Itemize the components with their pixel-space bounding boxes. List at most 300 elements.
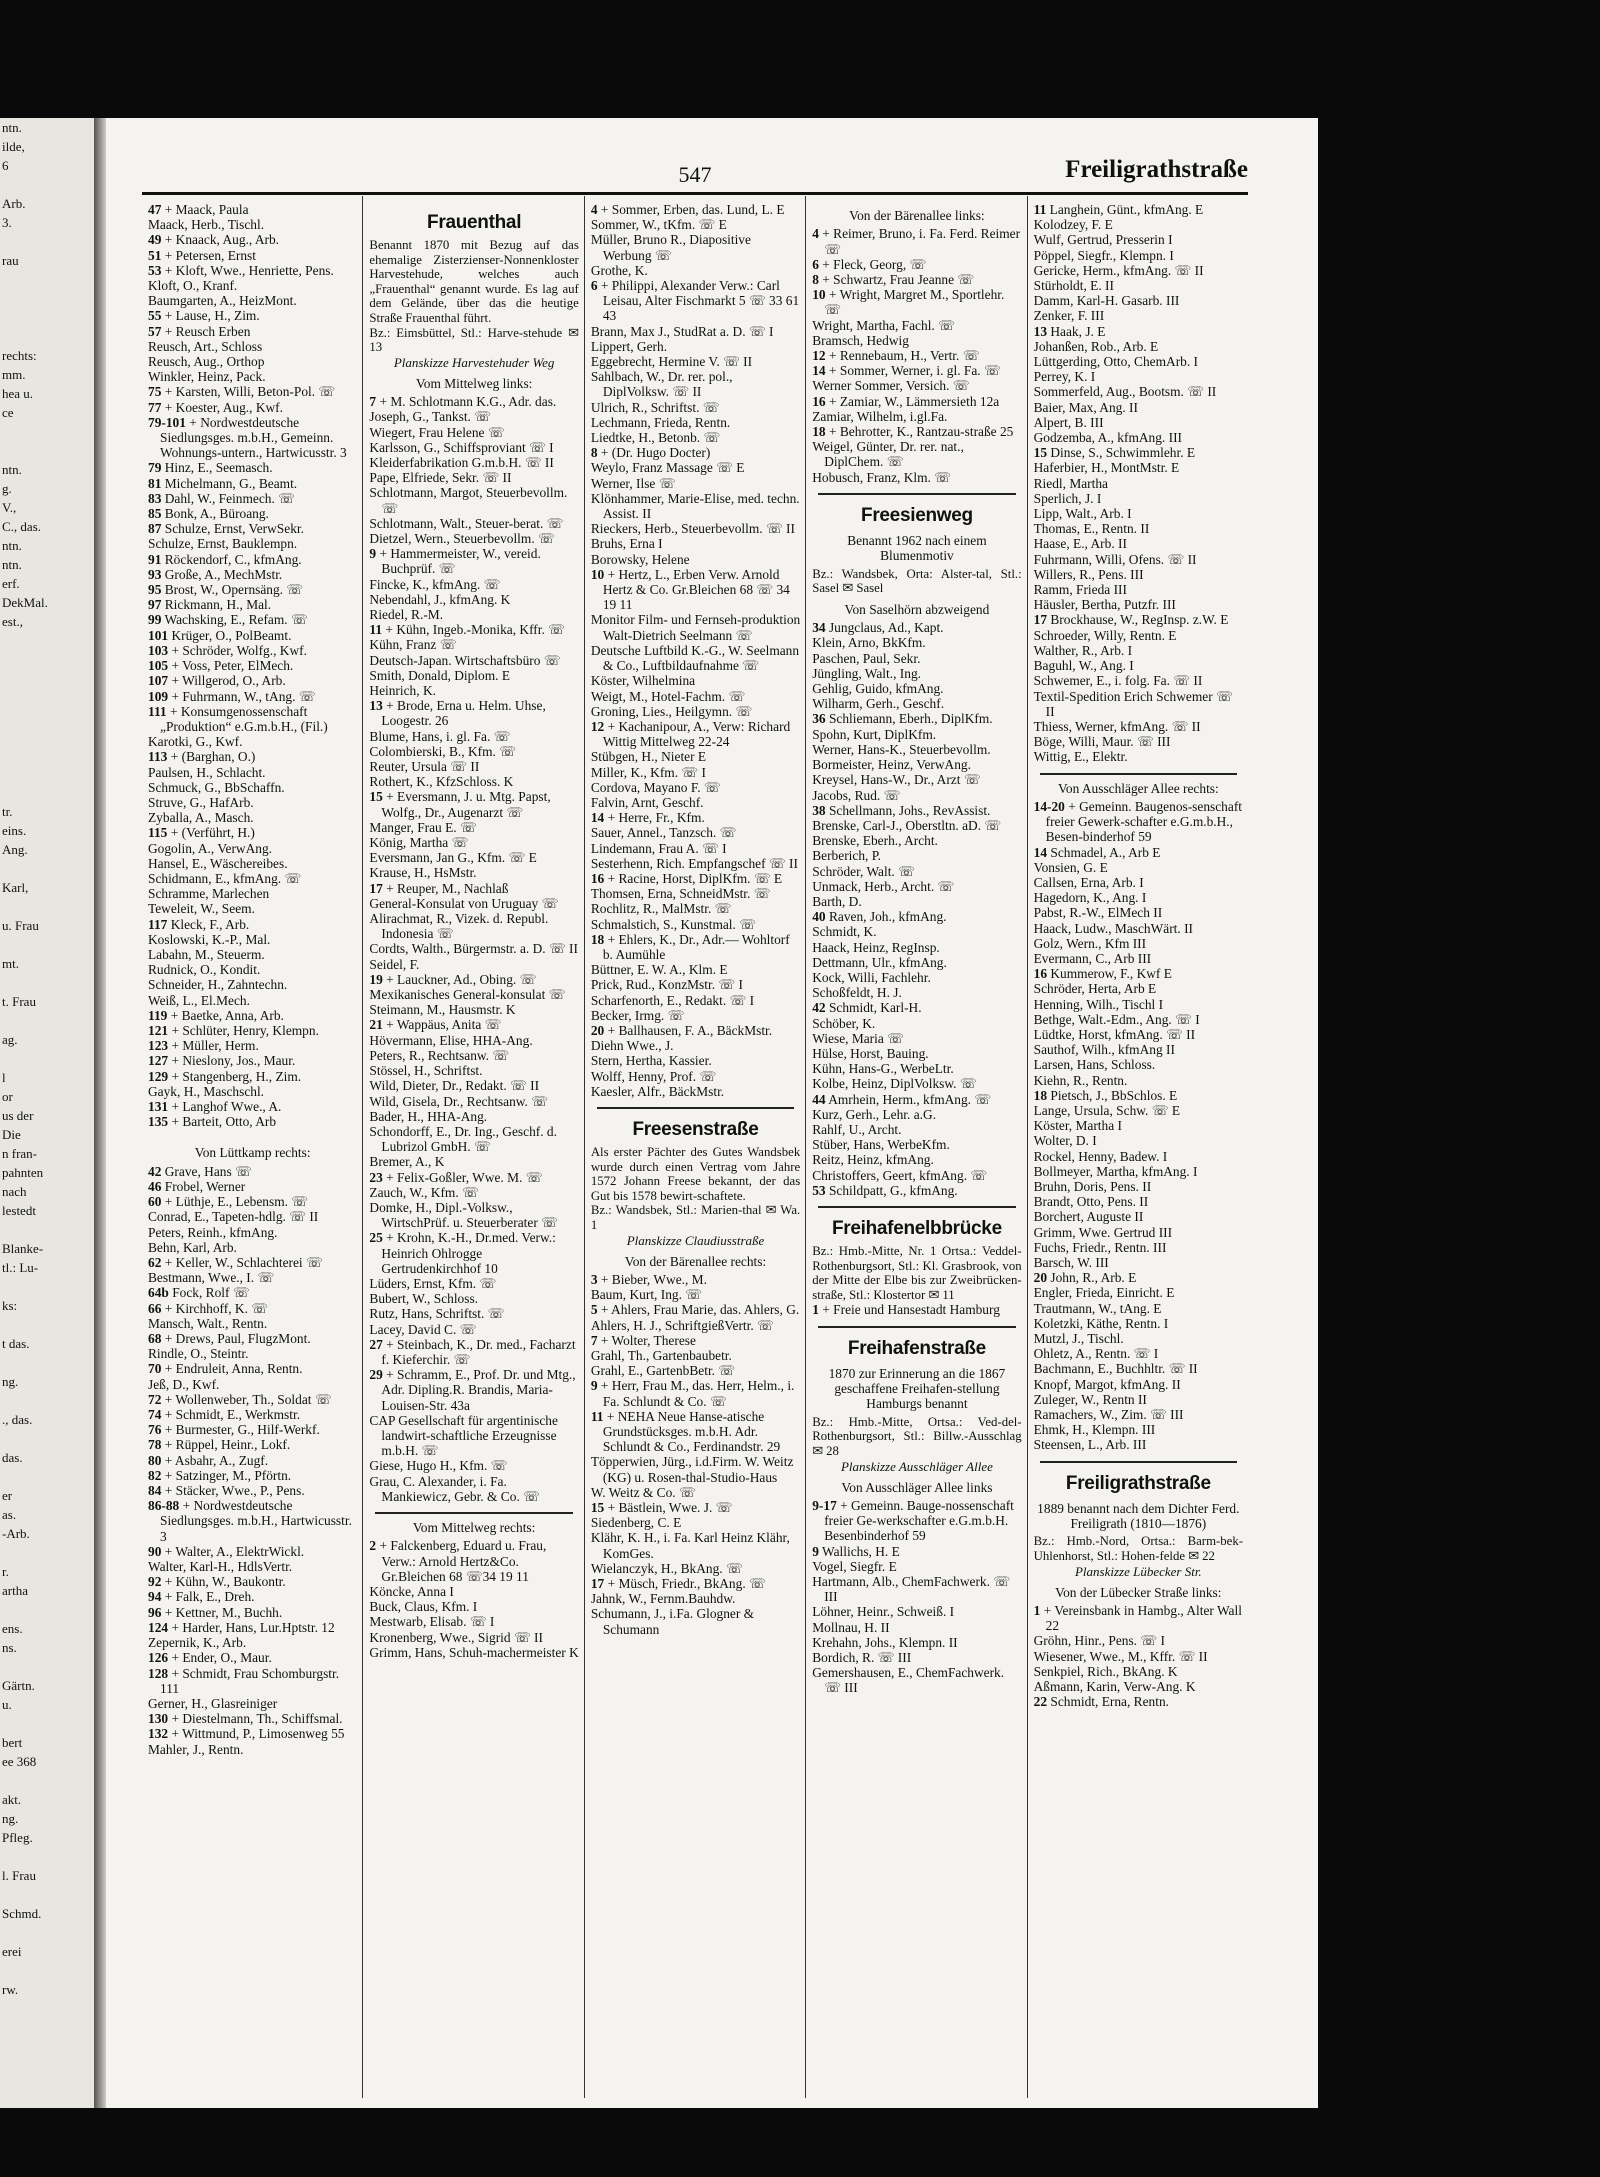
entry-text: Dinse, S., Schwimmlehr. E <box>1050 445 1196 461</box>
entry-text: Mollnau, H. II <box>812 1619 890 1635</box>
house-number: 75 <box>148 384 162 400</box>
house-number: 44 <box>812 1091 826 1107</box>
entry-text: Giese, Hugo H., Kfm. ☏ <box>369 1458 508 1474</box>
directory-entry <box>369 729 578 744</box>
entry-text: Baguhl, W., Ang. I <box>1033 658 1134 674</box>
entry-text: Johanßen, Rob., Arb. E <box>1033 338 1159 354</box>
directory-entry <box>148 354 357 369</box>
house-number: 72 <box>148 1391 162 1407</box>
house-number: 10 <box>812 287 826 303</box>
house-number: 36 <box>812 711 826 727</box>
entry-text: Winkler, Heinz, Pack. <box>148 369 266 385</box>
entry-text: Stürholdt, E. II <box>1033 278 1114 294</box>
entry-text: Kühn, Hans-G., WerbeLtr. <box>812 1061 954 1077</box>
directory-entry <box>1034 1633 1243 1648</box>
entry-text: + Sommer, Erben, das. Lund, L. E <box>600 202 785 217</box>
left-page-fragment: as. <box>2 1507 17 1522</box>
house-number: 4 <box>812 226 819 242</box>
entry-text: König, Martha ☏ <box>369 835 469 851</box>
entry-text: Teweleit, W., Seem. <box>148 901 255 917</box>
directory-entry <box>591 217 800 232</box>
entry-text: Böge, Willi, Maur. ☏ III <box>1033 734 1171 750</box>
entry-text: Lippert, Gerh. <box>590 338 668 354</box>
entry-text: Wilharm, Gerh., Geschf. <box>812 696 945 712</box>
entry-text: Bruhn, Doris, Pens. II <box>1033 1179 1152 1194</box>
directory-entry <box>812 620 1021 635</box>
entry-text: Rieckers, Herb., Steuerbevollm. ☏ II <box>590 521 795 537</box>
left-page-fragment <box>0 1885 94 1904</box>
entry-text: + Asbahr, A., Zugf. <box>164 1452 269 1468</box>
left-page-fragment <box>0 1220 94 1239</box>
entry-text: Haferbier, H., MontMstr. E <box>1033 460 1180 476</box>
directory-entry <box>591 415 800 430</box>
left-page-fragment: hea u. <box>2 386 34 401</box>
directory-entry <box>591 612 800 642</box>
left-page-fragment <box>0 688 94 707</box>
directory-entry <box>148 1255 357 1270</box>
spacer <box>148 1129 357 1139</box>
plan-sketch-note: Planskizze Harvestehuder Weg <box>393 354 555 370</box>
directory-entry <box>1034 1407 1243 1422</box>
house-number: 8 <box>812 272 819 288</box>
entry-text: Fincke, K., kfmAng. ☏ <box>369 576 501 592</box>
directory-entry <box>1034 643 1243 658</box>
house-number: 92 <box>148 1574 162 1590</box>
entry-text: Kronenberg, Wwe., Sigrid ☏ II <box>369 1629 543 1645</box>
directory-entry <box>148 1726 357 1741</box>
directory-entry <box>148 1285 357 1300</box>
directory-entry <box>148 293 357 308</box>
street-note: Bz.: Wandsbek, Stl.: Marien-thal ✉ Wa. 1 <box>590 1203 801 1232</box>
directory-entry <box>369 1063 578 1078</box>
directory-entry <box>591 886 800 901</box>
entry-text: Blume, Hans, i. gl. Fa. ☏ <box>369 728 511 744</box>
directory-entry <box>148 689 357 704</box>
entry-text: Evermann, C., Arb III <box>1033 950 1152 966</box>
entry-text: + Müller, Herm. <box>171 1038 259 1054</box>
entry-text: Ahlers, H. J., SchriftgießVertr. ☏ <box>590 1317 774 1333</box>
entry-text: Amrhein, Herm., kfmAng. ☏ <box>828 1091 992 1107</box>
house-number: 96 <box>148 1604 162 1620</box>
directory-entry <box>812 333 1021 348</box>
house-number: 34 <box>812 620 826 636</box>
house-number: 9 <box>812 1543 819 1559</box>
directory-entry <box>1034 1240 1243 1255</box>
entry-text: Godzemba, A., kfmAng. III <box>1033 430 1183 446</box>
directory-entry <box>812 1016 1021 1031</box>
entry-text: + M. Schlotmann K.G., Adr. das. <box>379 394 557 410</box>
left-page-fragment: l. Frau <box>2 1868 36 1883</box>
entry-text: + Philippi, Alexander Verw.: Carl Leisau, Alter Fischmarkt 5 ☏ 33 61 43 <box>600 278 800 324</box>
directory-entry <box>148 658 357 673</box>
entry-text: Pöppel, Siegfr., Klempn. I <box>1033 247 1174 263</box>
entry-text: Monitor Film- und Fernseh-produktion Walt-Dietrich Seelmann ☏ <box>590 612 801 643</box>
entry-text: Rochlitz, R., MalMstr. ☏ <box>590 901 732 917</box>
directory-entry <box>148 1209 357 1224</box>
directory-entry <box>591 339 800 354</box>
entry-text: Zauch, W., Kfm. ☏ <box>369 1184 479 1200</box>
directory-entry <box>591 765 800 780</box>
entry-text: Brann, Max J., StudRat a. D. ☏ I <box>590 323 774 339</box>
entry-text: Brost, W., Opernsäng. ☏ <box>164 582 304 598</box>
directory-entry <box>1034 1012 1243 1027</box>
directory-entry <box>369 1538 578 1584</box>
directory-entry <box>1034 1694 1243 1709</box>
entry-text: W. Weitz & Co. ☏ <box>590 1484 696 1500</box>
entry-text: + Knaack, Aug., Arb. <box>164 232 280 248</box>
house-number: 77 <box>148 399 162 415</box>
house-number: 49 <box>148 232 162 248</box>
entry-text: + Reusch Erben <box>164 323 251 339</box>
directory-entry <box>812 287 1021 317</box>
left-page-fragment <box>0 1714 94 1733</box>
entry-text: Grahl, E., GartenbBetr. ☏ <box>590 1363 736 1379</box>
entry-text: Grothe, K. <box>590 262 648 278</box>
entry-text: Ehmk, H., Klempn. III <box>1033 1422 1156 1438</box>
directory-entry <box>591 1363 800 1378</box>
house-number: 27 <box>369 1336 383 1352</box>
directory-entry <box>591 1023 800 1038</box>
house-number: 18 <box>590 931 605 947</box>
left-page-fragment <box>0 631 94 650</box>
entry-text: + Gemeinn. Baugenos-senschaft freier Gewerk-schafter e.G.m.b.H., Besen-binderhof 59 <box>1045 798 1243 845</box>
directory-entry <box>812 470 1021 485</box>
entry-text: Brockhause, W., RegInsp. z.W. E <box>1050 612 1229 628</box>
directory-entry <box>591 841 800 856</box>
directory-entry <box>148 263 357 278</box>
directory-entry <box>148 612 357 627</box>
left-page-fragment: ntn. <box>2 557 22 572</box>
entry-text: Brenske, Eberh., Archt. <box>812 833 938 849</box>
street-note: Bz.: Hmb.-Nord, Ortsa.: Barm-bek-Uhlenhorst, Stl.: Hohen-felde ✉ 22 <box>1033 1534 1244 1564</box>
entry-text: + Herre, Fr., Kfm. <box>607 810 705 826</box>
directory-entry <box>812 1076 1021 1091</box>
directory-entry <box>1034 217 1243 232</box>
directory-entry <box>1034 689 1243 719</box>
directory-entry <box>369 865 578 880</box>
directory-entry <box>369 1185 578 1200</box>
directory-entry <box>1034 521 1243 536</box>
entry-text: Köster, Martha I <box>1033 1118 1122 1134</box>
street-heading: Freihafenstraße <box>847 1337 986 1359</box>
house-number: 97 <box>148 597 162 613</box>
entry-text: Thomsen, Erna, SchneidMstr. ☏ <box>590 886 771 902</box>
house-number: 4 <box>590 202 598 217</box>
house-number: 113 <box>148 749 168 765</box>
directory-entry <box>812 1152 1021 1167</box>
directory-entry <box>369 394 578 409</box>
house-number: 117 <box>148 916 168 932</box>
entry-text: Schumann, J., i.Fa. Glogner & Schumann <box>590 1606 755 1637</box>
directory-entry <box>369 607 578 622</box>
house-number: 127 <box>148 1053 169 1069</box>
street-note: Bz.: Wandsbek, Orta: Alster-tal, Stl.: Sasel ✉ Sasel <box>812 566 1022 596</box>
directory-entry <box>812 818 1021 833</box>
house-number: 123 <box>148 1038 169 1054</box>
entry-text: Gerner, H., Glasreiniger <box>148 1695 278 1711</box>
entry-text: Gröhn, Hinr., Pens. ☏ I <box>1033 1633 1165 1649</box>
directory-entry <box>369 668 578 683</box>
entry-text: + Karsten, Willi, Beton-Pol. ☏ <box>164 384 336 400</box>
left-page-fragment <box>0 897 94 916</box>
directory-entry <box>591 202 800 217</box>
left-page-fragment <box>0 270 94 289</box>
section-subheading: 1870 zur Erinnerung an die 1867 geschaffene Freihafen-stellung Hamburgs benannt <box>828 1365 1006 1412</box>
directory-entry <box>1034 628 1243 643</box>
directory-entry <box>369 698 578 728</box>
directory-entry <box>1034 1118 1243 1133</box>
directory-entry <box>812 803 1021 818</box>
directory-entry <box>591 1038 800 1053</box>
left-page-fragment: mt. <box>2 956 19 971</box>
entry-text: + Eversmann, J. u. Mtg. Papst, Wolfg., Dr., Augenarzt ☏ <box>381 789 551 820</box>
entry-text: Schwemer, E., i. folg. Fa. ☏ II <box>1033 673 1203 689</box>
directory-entry <box>1034 567 1243 582</box>
directory-entry <box>148 1574 357 1589</box>
directory-entry <box>812 394 1021 409</box>
directory-entry <box>812 681 1021 696</box>
directory-entry <box>812 1107 1021 1122</box>
directory-entry <box>369 972 578 987</box>
left-page-fragment: us der <box>2 1108 34 1123</box>
directory-entry <box>591 689 800 704</box>
page-header <box>142 148 1248 195</box>
entry-text: Pietsch, J., BbSchlos. E <box>1050 1087 1178 1103</box>
entry-text: Hülse, Horst, Bauing. <box>812 1045 929 1061</box>
entry-text: Steimann, M., Hausmstr. K <box>369 1002 516 1018</box>
entry-text: Labahn, M., Steuerm. <box>148 946 265 962</box>
house-number: 7 <box>590 1332 598 1348</box>
house-number: 53 <box>812 1182 826 1198</box>
entry-text: + Reimer, Bruno, i. Fa. Ferd. Reimer ☏ <box>822 226 1021 257</box>
house-number: 80 <box>148 1452 162 1468</box>
directory-entry <box>369 485 578 515</box>
entry-text: Haack, Ludw., MaschWärt. II <box>1033 920 1194 936</box>
entry-text: + Schramm, E., Prof. Dr. und Mtg., Adr. Dipling.R. Brandis, Maria-Louisen-Str. 43a <box>381 1367 576 1413</box>
entry-text: Kaesler, Alfr., BäckMstr. <box>590 1083 725 1099</box>
directory-entry <box>812 651 1021 666</box>
entry-text: Grimm, Wwe. Gertrud III <box>1033 1224 1173 1240</box>
house-number: 20 <box>1033 1270 1048 1286</box>
house-number: 14 <box>590 810 605 826</box>
directory-entry <box>1034 445 1243 460</box>
house-number: 95 <box>148 582 162 598</box>
entry-text: Wolter, D. I <box>1033 1133 1097 1149</box>
entry-text: + Lause, H., Zim. <box>164 308 260 324</box>
directory-entry <box>812 788 1021 803</box>
entry-text: + Nieslony, Jos., Maur. <box>171 1053 296 1069</box>
left-page-fragment: u. Frau <box>2 918 39 933</box>
house-number: 20 <box>590 1022 605 1038</box>
entry-text: Schliemann, Eberh., DiplKfm. <box>828 711 993 727</box>
entry-text: Riedl, Martha <box>1033 475 1108 491</box>
section-subheading: Vom Mittelweg rechts: <box>412 1519 536 1535</box>
entry-text: Wallichs, H. E <box>822 1543 900 1559</box>
entry-text: + Fuhrmann, W., tAng. ☏ <box>171 688 316 704</box>
house-number: 68 <box>148 1331 162 1347</box>
directory-entry <box>1034 1603 1243 1633</box>
entry-text: + Diestelmann, Th., Schiffsmal. <box>171 1711 343 1727</box>
house-number: 21 <box>369 1017 383 1033</box>
directory-entry <box>812 1137 1021 1152</box>
directory-entry <box>369 1170 578 1185</box>
street-heading: Freesenstraße <box>632 1118 759 1140</box>
section-divider <box>1040 1461 1237 1463</box>
directory-page <box>106 118 1318 2108</box>
entry-text: + (Verführt, H.) <box>170 825 255 841</box>
entry-text: + (Barghan, O.) <box>170 749 256 765</box>
directory-entry <box>812 1000 1021 1015</box>
house-number: 70 <box>148 1361 162 1377</box>
left-page-fragment: Blanke- <box>2 1241 44 1256</box>
entry-text: Alpert, B. III <box>1033 414 1104 430</box>
entry-text: Walter, Karl-H., HdlsVertr. <box>148 1559 293 1575</box>
house-number: 87 <box>148 521 162 537</box>
entry-text: + Bästlein, Wwe. J. ☏ <box>607 1500 733 1515</box>
entry-text: Hagedorn, K., Ang. I <box>1033 890 1147 906</box>
house-number: 19 <box>369 971 383 987</box>
directory-entry <box>369 470 578 485</box>
entry-text: Brenske, Carl-J., Oberstltn. aD. ☏ <box>812 817 1002 833</box>
directory-entry <box>148 1225 357 1240</box>
entry-text: Hansel, E., Wäschereibes. <box>148 855 288 871</box>
left-page-fragment <box>0 289 94 308</box>
house-number: 107 <box>148 673 169 689</box>
column-5 <box>1028 196 1248 2098</box>
left-page-fragment <box>0 973 94 992</box>
left-page-fragment: er <box>2 1488 13 1503</box>
directory-entry <box>1034 582 1243 597</box>
house-number: 11 <box>590 1408 604 1424</box>
directory-entry <box>148 369 357 384</box>
directory-entry <box>812 409 1021 424</box>
house-number: 124 <box>148 1619 169 1635</box>
directory-entry <box>591 917 800 932</box>
directory-entry <box>369 1458 578 1473</box>
entry-text: Zuleger, W., Rentn II <box>1033 1391 1147 1407</box>
entry-text: Wolff, Henny, Prof. ☏ <box>590 1068 717 1084</box>
directory-entry <box>148 1053 357 1068</box>
left-page-fragment: Arb. <box>2 196 26 211</box>
directory-entry <box>148 506 357 521</box>
directory-entry <box>369 1033 578 1048</box>
directory-entry <box>591 856 800 871</box>
left-page-fragment <box>0 1315 94 1334</box>
section-subheading: Von Saselhörn abzweigend <box>844 601 990 617</box>
house-number: 16 <box>1033 966 1048 982</box>
left-page-fragment: ntn. <box>2 120 22 135</box>
house-number: 1 <box>1033 1603 1041 1619</box>
entry-text: + Burmester, G., Hilf-Werkf. <box>164 1422 320 1438</box>
entry-text: Eversmann, Jan G., Kfm. ☏ E <box>369 850 537 866</box>
directory-entry <box>148 1346 357 1361</box>
house-number: 53 <box>148 262 162 278</box>
left-page-fragment: Ang. <box>2 842 28 857</box>
house-number: 25 <box>369 1230 383 1246</box>
directory-entry <box>591 825 800 840</box>
directory-entry <box>148 248 357 263</box>
left-page-fragment: nach <box>2 1184 27 1199</box>
directory-entry <box>591 780 800 795</box>
house-number: 15 <box>1033 445 1048 461</box>
house-number: 23 <box>369 1169 383 1185</box>
house-number: 16 <box>812 393 826 409</box>
directory-entry <box>591 1333 800 1348</box>
entry-text: Kleck, F., Arb. <box>170 916 250 932</box>
entry-text: Bachmann, E., Buchhltr. ☏ II <box>1033 1361 1198 1377</box>
directory-entry <box>591 232 800 262</box>
directory-entry <box>812 772 1021 787</box>
directory-entry <box>148 1114 357 1129</box>
entry-text: Schröder, Herta, Arb E <box>1033 981 1157 997</box>
house-number: 90 <box>148 1543 162 1559</box>
left-page-fragment <box>0 1391 94 1410</box>
house-number: 15 <box>369 789 383 805</box>
entry-text: Wulf, Gertrud, Presserin I <box>1033 232 1173 248</box>
directory-entry <box>369 759 578 774</box>
directory-entry <box>148 947 357 962</box>
directory-entry <box>591 795 800 810</box>
directory-entry <box>1034 506 1243 521</box>
house-number: 40 <box>812 909 826 925</box>
directory-entry <box>1034 1664 1243 1679</box>
left-page-fragment: or <box>2 1089 13 1104</box>
directory-entry <box>369 1413 578 1459</box>
directory-entry <box>148 673 357 688</box>
left-page-fragment <box>0 1353 94 1372</box>
entry-text: + Satzinger, M., Pförtn. <box>164 1467 292 1483</box>
house-number: 109 <box>148 688 169 704</box>
directory-entry <box>369 683 578 698</box>
directory-entry <box>812 1031 1021 1046</box>
entry-text: Wiesener, Wwe., M., Kffr. ☏ II <box>1033 1648 1208 1664</box>
house-number: 64b <box>148 1285 169 1301</box>
entry-text: + Petersen, Ernst <box>164 247 256 263</box>
left-page-fragment: rw. <box>2 1982 19 1997</box>
entry-text: + Ender, O., Maur. <box>171 1650 272 1666</box>
directory-entry <box>1034 1270 1243 1285</box>
entry-text: Rahlf, U., Archt. <box>812 1121 902 1137</box>
entry-text: + Walter, A., ElektrWickl. <box>164 1543 305 1559</box>
entry-text: + Maack, Paula <box>164 202 249 217</box>
entry-text: Conrad, E., Tapeten-hdlg. ☏ II <box>148 1209 319 1225</box>
directory-entry <box>369 1306 578 1321</box>
directory-entry <box>812 635 1021 650</box>
entry-text: Kock, Willi, Fachlehr. <box>812 969 931 985</box>
entry-text: Gogolin, A., VerwAng. <box>148 840 272 856</box>
left-page-fragment <box>0 745 94 764</box>
directory-entry <box>148 780 357 795</box>
left-page-fragment <box>0 1467 94 1486</box>
entry-text: + Nordwestdeutsche Siedlungsges. m.b.H., Hartwicusstr. 3 <box>160 1498 352 1544</box>
left-page-fragment: pahnten <box>2 1165 44 1180</box>
directory-entry <box>1034 981 1243 996</box>
street-heading: Freesienweg <box>861 504 973 526</box>
directory-entry <box>369 850 578 865</box>
directory-entry <box>812 924 1021 939</box>
house-number: 17 <box>369 880 383 896</box>
house-number: 130 <box>148 1711 169 1727</box>
left-page-fragment <box>0 1011 94 1030</box>
directory-entry <box>812 1574 1021 1604</box>
column-2 <box>363 196 584 2098</box>
entry-text: Schlotmann, Margot, Steuerbevollm. ☏ <box>369 485 568 516</box>
left-page-fragment <box>0 1543 94 1562</box>
entry-text: + Kachanipour, A., Verw: Richard Wittig Mittelweg 22-24 <box>602 718 791 750</box>
directory-entry <box>812 666 1021 681</box>
page-number: 547 <box>678 162 712 187</box>
entry-text: + Sommer, Werner, i. gl. Fa. ☏ <box>828 363 1001 379</box>
